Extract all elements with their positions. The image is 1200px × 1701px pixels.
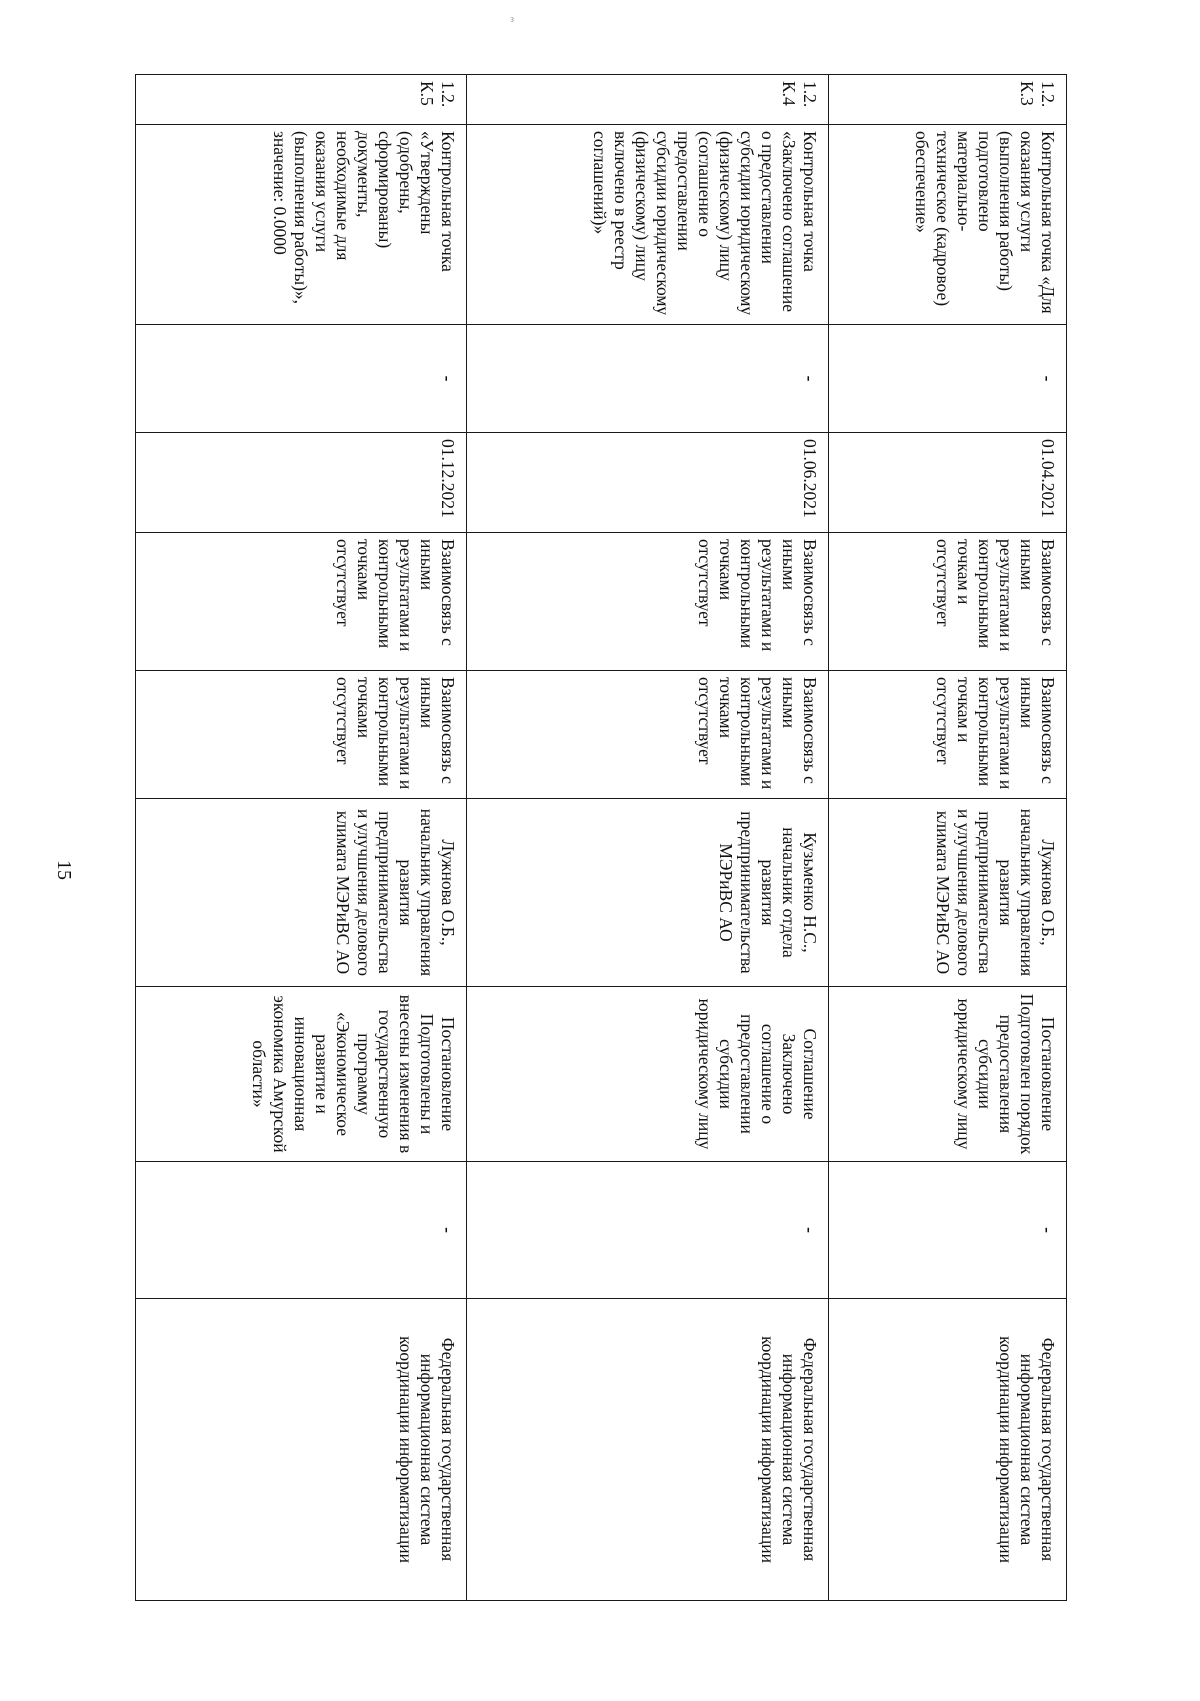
cell-document: Постановление Подготовлены и внесены изменения в государственную программу «Экономическое развитие и инновационная экономика Амурской области» <box>136 987 467 1162</box>
cell-document: Постановление Подготовлен порядок предоставления субсидии юридическому лицу <box>829 987 1067 1162</box>
cell-link-previous: Взаимосвязь с иными результатами и контрольными точками отсутствует <box>467 533 829 671</box>
page-number: 15 <box>53 860 75 880</box>
cell-level: - <box>467 1162 829 1299</box>
cell-date: 01.12.2021 <box>136 433 467 533</box>
cell-number: 1.2. К.4 <box>467 75 829 125</box>
cell-number: 1.2. К.3 <box>829 75 1067 125</box>
cell-responsible: Кузьменко Н.С., начальник отдела развития предпринимательства МЭРиВС АО <box>467 799 829 987</box>
cell-level: - <box>136 1162 467 1299</box>
control-points-table <box>135 74 1067 1601</box>
cell-control-point-name: Контрольная точка «Для оказания услуги (выполнения работы) подготовлено материально-техническое (кадровое) обеспечение» <box>829 125 1067 325</box>
cell-info-system: Федеральная государственная информационная система координации информатизации <box>136 1299 467 1601</box>
cell-base-value: - <box>467 325 829 433</box>
cell-link-next: Взаимосвязь с иными результатами и контрольными точками отсутствует <box>467 671 829 799</box>
cell-date: 01.06.2021 <box>467 433 829 533</box>
control-points-table-wrapper <box>135 74 1067 1600</box>
table-row <box>136 75 467 1601</box>
cell-link-next: Взаимосвязь с иными результатами и контрольными точками отсутствует <box>136 671 467 799</box>
cell-link-next: Взаимосвязь с иными результатами и контрольными точкам и отсутствует <box>829 671 1067 799</box>
cell-responsible: Лужнова О.Б., начальник управления развития предпринимательства и улучшения делового климата МЭРиВС АО <box>829 799 1067 987</box>
cell-info-system: Федеральная государственная информационная система координации информатизации <box>467 1299 829 1601</box>
cell-info-system: Федеральная государственная информационная система координации информатизации <box>829 1299 1067 1601</box>
cell-control-point-name: Контрольная точка «Утверждены (одобрены, сформированы) документы, необходимые для оказания услуги (выполнения работы)», значение: 0.0000 <box>136 125 467 325</box>
table-row <box>467 75 829 1601</box>
table-row <box>829 75 1067 1601</box>
cell-base-value: - <box>829 325 1067 433</box>
cell-date: 01.04.2021 <box>829 433 1067 533</box>
scan-speck: з <box>510 14 514 25</box>
cell-link-previous: Взаимосвязь с иными результатами и контрольными точками отсутствует <box>136 533 467 671</box>
cell-control-point-name: Контрольная точка «Заключено соглашение о предоставлении субсидии юридическому (физическому) лицу (соглашение о предоставлении субсидии юридическому (физическому) лицу включено в реестр соглашений)» <box>467 125 829 325</box>
cell-link-previous: Взаимосвязь с иными результатами и контрольными точкам и отсутствует <box>829 533 1067 671</box>
cell-document: Соглашение Заключено соглашение о предоставлении субсидии юридическому лицу <box>467 987 829 1162</box>
cell-responsible: Лужнова О.Б., начальник управления развития предпринимательства и улучшения делового климата МЭРиВС АО <box>136 799 467 987</box>
cell-level: - <box>829 1162 1067 1299</box>
cell-base-value: - <box>136 325 467 433</box>
cell-number: 1.2. К.5 <box>136 75 467 125</box>
